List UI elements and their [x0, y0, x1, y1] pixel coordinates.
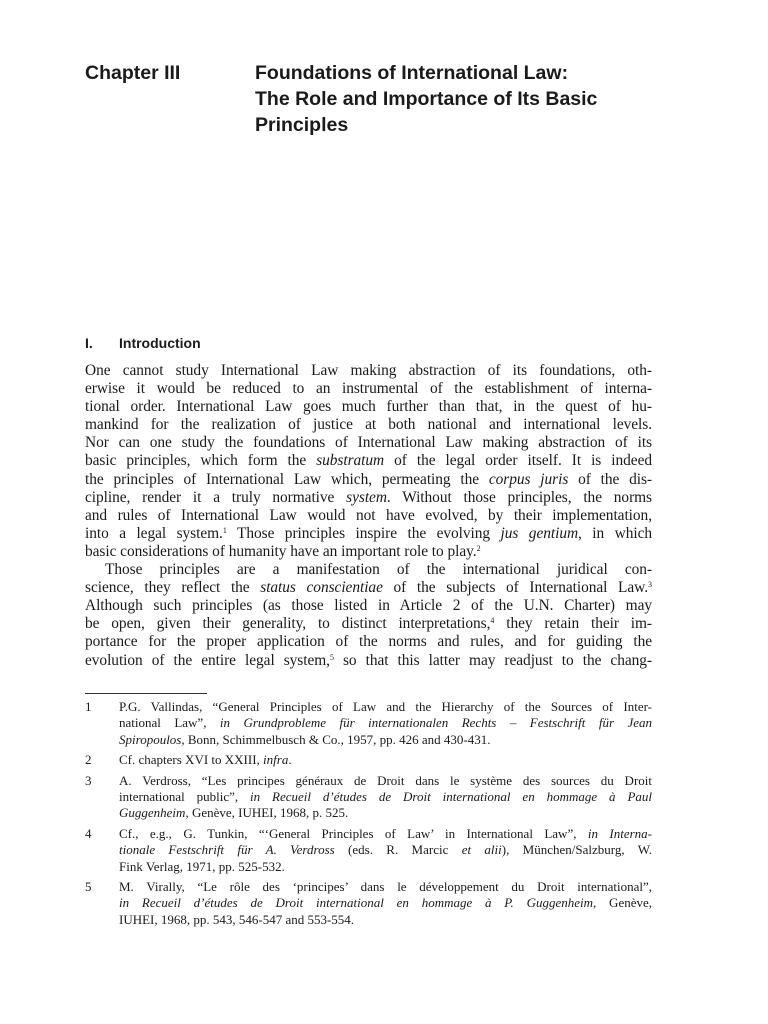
footnote-number: 2 [85, 752, 92, 768]
text-line: evolution of the entire legal system,$^5$ so that this latter may readjust to the chang- [85, 651, 652, 669]
text-line: basic considerations of humanity have an important role to play.$^2$ [85, 542, 481, 560]
text-line: One cannot study International Law making abstraction of its foundations, oth- [85, 362, 652, 379]
footnote-number: 1 [85, 699, 92, 714]
footnote-divider [85, 693, 207, 694]
chapter-title-line: Principles [255, 114, 349, 136]
footnote-ref: 4 [490, 616, 495, 626]
text-line: and rules of International Law would not have evolved, by their implementation, [85, 506, 652, 524]
text-line: Those principles are a manifestation of the international juridical con- [105, 561, 652, 579]
text-line: portance for the proper application of the norms and rules, and for guiding the [85, 633, 652, 651]
text-line: Although such principles (as those listed in Article 2 of the U.N. Charter) may [85, 597, 652, 615]
footnote: 5 M. Virally, “Le rôle des ‘principes’ dans le développement du Droit international”, in Recueil d’études de Droit international en hommage à P. Guggenheim, Genève, IUHEI, 1968, pp. 543, 546-547 and 553-554. [85, 879, 653, 927]
text-line: into a legal system.$^1$ Those principles inspire the evolving jus gentium, in which [85, 524, 653, 542]
text-line: erwise it would be reduced to an instrumental of the establishment of interna- [85, 380, 652, 398]
chapter-label: Chapter III [85, 62, 181, 84]
footnote: 3 A. Verdross, “Les principes généraux de Droit dans le système des sources du Droit international public”, in Recueil d’études de Droit international en hommage à Paul Guggenheim, Genève, IUHEI, 1968, p. 525. [85, 772, 653, 821]
footnote-number: 4 [85, 825, 92, 841]
footnote: 2 Cf. chapters XVI to XXIII, infra. [85, 752, 292, 768]
text-line: tional order. International Law goes much further than that, in the quest of hu- [85, 398, 652, 416]
body-text [85, 362, 652, 670]
text-line: mankind for the realization of justice at both national and international levels. [85, 416, 652, 434]
footnote-ref: 3 [648, 580, 652, 590]
chapter-title-line: The Role and Importance of Its Basic [255, 88, 598, 110]
text-line: the principles of International Law which, permeating the corpus juris of the dis- [85, 470, 653, 488]
footnote-number: 5 [85, 879, 92, 895]
footnote-ref: 2 [476, 543, 481, 553]
footnote-number: 3 [85, 772, 92, 788]
chapter-title [255, 60, 675, 138]
footnote-ref: 1 [222, 525, 227, 535]
text-line: be open, given their generality, to distinct interpretations,$^4$ they retain their im- [85, 615, 652, 633]
footnote-ref: 5 [329, 652, 334, 662]
text-line: science, they reflect the status conscientiae of the subjects of International Law.$^3$ [85, 579, 652, 597]
chapter-title-line: Foundations of International Law: [255, 62, 569, 84]
text-line: cipline, render it a truly normative system. Without those principles, the norms [85, 488, 652, 506]
footnotes [85, 699, 652, 932]
text-line: basic principles, which form the substratum of the legal order itself. It is indeed [85, 452, 652, 470]
footnote: 1 P.G. Vallindas, “General Principles of Law and the Hierarchy of the Sources of Inter- national Law”, in Grundprobleme für internationalen Rechts – Festschrift für Jean Spiropoulos, Bonn, Schimmelbusch & Co., 1957, pp. 426 and 430-431. [85, 699, 652, 747]
text-line: Nor can one study the foundations of International Law making abstraction of its [85, 434, 652, 452]
footnote: 4 Cf., e.g., G. Tunkin, “‘General Principles of Law’ in International Law”, in Interna- tionale Festschrift für A. Verdross (eds. R. Marcic et alii), München/Salzburg, W. Fink Verlag, 1971, pp. 525-532. [85, 825, 653, 874]
section-title: Introduction [119, 335, 201, 351]
section-number: I. [85, 335, 93, 351]
